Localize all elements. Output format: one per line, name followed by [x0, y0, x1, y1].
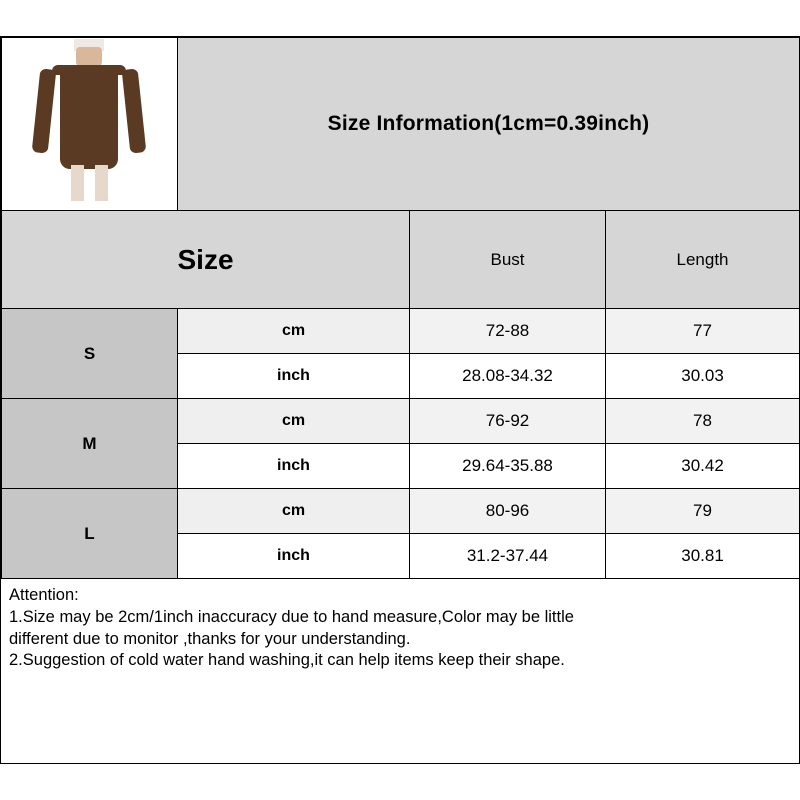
page-title: Size Information(1cm=0.39inch): [178, 38, 800, 211]
bust-value: 76-92: [410, 399, 606, 444]
unit-cell: cm: [178, 309, 410, 354]
length-value: 78: [606, 399, 800, 444]
bust-value: 28.08-34.32: [410, 354, 606, 399]
header-bust: Bust: [410, 211, 606, 309]
unit-cell: inch: [178, 444, 410, 489]
size-chart-sheet: [0, 36, 800, 764]
bust-value: 31.2-37.44: [410, 534, 606, 579]
size-label-l: L: [2, 489, 178, 579]
length-value: 30.42: [606, 444, 800, 489]
dress-image: [2, 39, 176, 209]
table-header-row: [2, 211, 800, 309]
attention-line-3: 2.Suggestion of cold water hand washing,it can help items keep their shape.: [9, 651, 565, 670]
bust-value: 72-88: [410, 309, 606, 354]
unit-cell: inch: [178, 354, 410, 399]
header-length: Length: [606, 211, 800, 309]
attention-line-1: 1.Size may be 2cm/1inch inaccuracy due to hand measure,Color may be little: [9, 607, 574, 626]
size-chart-table: [1, 37, 800, 579]
attention-line-2: different due to monitor ,thanks for your understanding.: [9, 629, 411, 648]
table-row: [2, 489, 800, 534]
title-row: [2, 38, 800, 211]
header-size: Size: [2, 211, 410, 309]
length-value: 30.81: [606, 534, 800, 579]
size-label-s: S: [2, 309, 178, 399]
attention-heading: Attention:: [9, 586, 79, 604]
attention-block: [1, 579, 799, 676]
size-label-m: M: [2, 399, 178, 489]
table-row: [2, 399, 800, 444]
bust-value: 80-96: [410, 489, 606, 534]
length-value: 77: [606, 309, 800, 354]
unit-cell: cm: [178, 399, 410, 444]
product-image-cell: [2, 38, 178, 211]
bust-value: 29.64-35.88: [410, 444, 606, 489]
length-value: 79: [606, 489, 800, 534]
unit-cell: inch: [178, 534, 410, 579]
length-value: 30.03: [606, 354, 800, 399]
table-row: [2, 309, 800, 354]
unit-cell: cm: [178, 489, 410, 534]
